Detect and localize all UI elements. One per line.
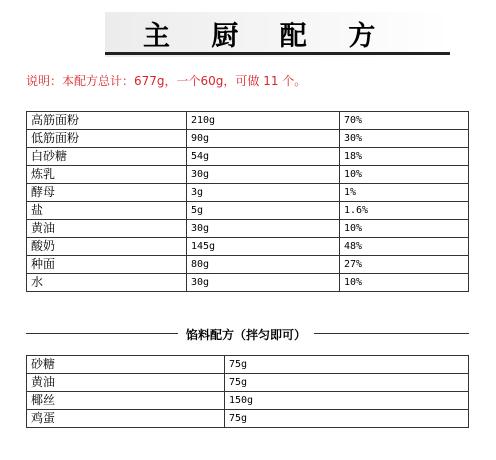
ingredient-row-percent: 10% [340,166,469,184]
ingredient-row [27,184,469,202]
filling-row-weight: 75g [225,410,469,428]
ingredient-row-name: 种面 [27,256,187,274]
ingredient-row [27,130,469,148]
recipe-note: 说明：本配方总计：677g，一个60g，可做 11 个。 [26,74,307,88]
ingredient-row-weight: 30g [187,274,340,292]
ingredient-row-weight: 54g [187,148,340,166]
filling-row [27,392,469,410]
ingredient-row-weight: 30g [187,166,340,184]
section-divider-left [26,333,178,334]
ingredient-row [27,166,469,184]
ingredient-row-weight: 210g [187,112,340,130]
filling-row-name: 黄油 [27,374,225,392]
filling-recipe-table [26,355,469,428]
ingredient-row-name: 水 [27,274,187,292]
ingredient-row [27,238,469,256]
ingredient-row-name: 酵母 [27,184,187,202]
ingredient-row-weight: 80g [187,256,340,274]
ingredient-row-name: 低筋面粉 [27,130,187,148]
section-divider-right [314,333,469,334]
ingredient-row-name: 黄油 [27,220,187,238]
ingredient-row [27,274,469,292]
ingredient-row-percent: 70% [340,112,469,130]
ingredient-row-percent: 30% [340,130,469,148]
ingredient-row [27,112,469,130]
ingredient-row-name: 白砂糖 [27,148,187,166]
ingredient-row-weight: 3g [187,184,340,202]
ingredient-row-weight: 145g [187,238,340,256]
ingredient-row-name: 高筋面粉 [27,112,187,130]
filling-row-name: 椰丝 [27,392,225,410]
ingredient-row [27,148,469,166]
filling-row-name: 鸡蛋 [27,410,225,428]
ingredient-row-name: 盐 [27,202,187,220]
ingredient-row-percent: 10% [340,220,469,238]
ingredient-row-weight: 30g [187,220,340,238]
ingredient-row [27,220,469,238]
filling-row-name: 砂糖 [27,356,225,374]
ingredient-row-percent: 10% [340,274,469,292]
filling-row-weight: 150g [225,392,469,410]
ingredient-row-weight: 90g [187,130,340,148]
filling-row [27,410,469,428]
ingredient-row-percent: 48% [340,238,469,256]
filling-row [27,356,469,374]
ingredient-row [27,256,469,274]
title-underline [105,52,450,55]
page-title: 主 厨 配 方 [143,21,392,52]
ingredient-row-percent: 27% [340,256,469,274]
ingredient-row-percent: 1.6% [340,202,469,220]
filling-row-weight: 75g [225,356,469,374]
main-recipe-table [26,111,469,292]
filling-section-title: 馅料配方（拌匀即可） [186,328,307,342]
ingredient-row-name: 炼乳 [27,166,187,184]
ingredient-row-percent: 18% [340,148,469,166]
ingredient-row-percent: 1% [340,184,469,202]
filling-row [27,374,469,392]
ingredient-row-name: 酸奶 [27,238,187,256]
filling-row-weight: 75g [225,374,469,392]
ingredient-row [27,202,469,220]
ingredient-row-weight: 5g [187,202,340,220]
